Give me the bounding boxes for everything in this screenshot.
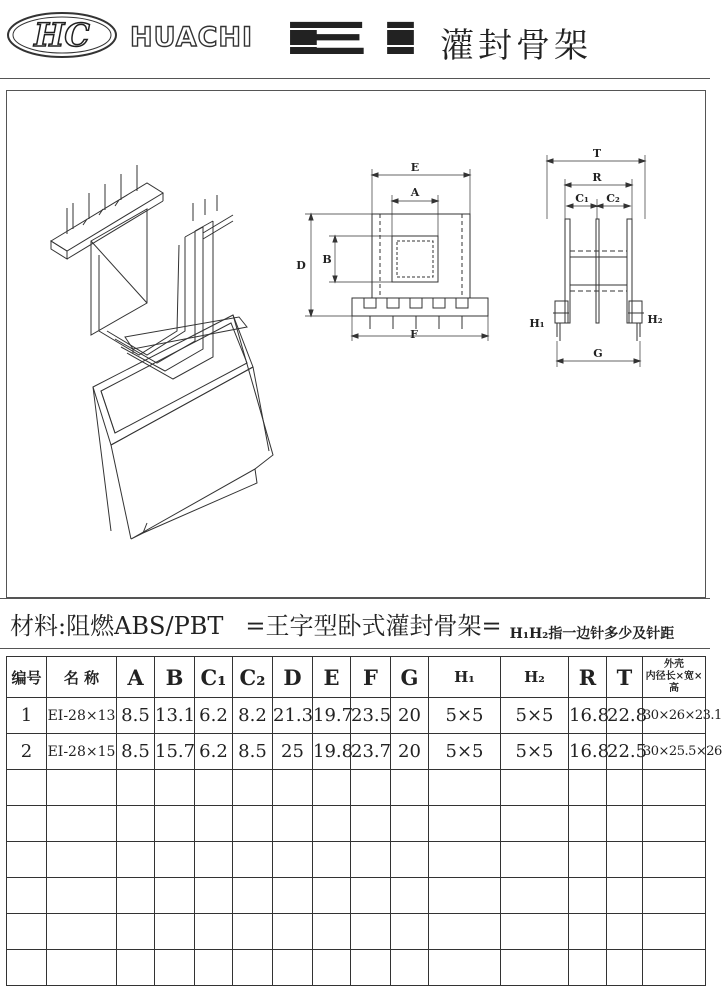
- table-cell: [155, 950, 195, 986]
- table-cell: [391, 950, 429, 986]
- table-cell: [47, 950, 117, 986]
- col-header-a: A: [117, 657, 155, 698]
- table-cell: [391, 878, 429, 914]
- table-cell: [7, 950, 47, 986]
- logo-text: HC: [34, 16, 90, 54]
- side-view: [547, 155, 645, 367]
- series-code: [273, 14, 431, 65]
- dim-label-b: B: [322, 253, 332, 266]
- table-cell: [643, 770, 706, 806]
- table-cell: [233, 770, 273, 806]
- cell-h2: 5×5: [501, 734, 569, 770]
- cell-shell: 30×26×23.1: [643, 698, 706, 734]
- table-cell: [607, 770, 643, 806]
- table-cell: [501, 842, 569, 878]
- dim-label-a: A: [410, 186, 420, 199]
- table-cell: [195, 914, 233, 950]
- header: [0, 0, 710, 80]
- cell-g: 20: [391, 734, 429, 770]
- table-cell: [501, 950, 569, 986]
- table-cell: [273, 878, 313, 914]
- dim-label-c2: C₂: [606, 192, 620, 205]
- table-cell: [195, 950, 233, 986]
- table-cell: [351, 914, 391, 950]
- table-cell: [351, 770, 391, 806]
- cell-e: 19.7: [313, 698, 351, 734]
- cell-a: 8.5: [117, 698, 155, 734]
- cell-t: 22.8: [607, 698, 643, 734]
- table-cell: [195, 806, 233, 842]
- table-cell: [273, 914, 313, 950]
- table-cell: [501, 914, 569, 950]
- cell-no: 1: [7, 698, 47, 734]
- table-cell: [7, 842, 47, 878]
- dim-label-c1: C₁: [575, 192, 589, 205]
- col-header-t: T: [607, 657, 643, 698]
- table-cell: [233, 878, 273, 914]
- col-header-name: 名 称: [47, 657, 117, 698]
- table-cell: [643, 878, 706, 914]
- cell-name: EI-28×13: [47, 698, 117, 734]
- table-cell: [47, 770, 117, 806]
- table-top-divider: [0, 648, 710, 649]
- table-cell: [313, 878, 351, 914]
- table-cell: [155, 914, 195, 950]
- table-cell: [273, 842, 313, 878]
- table-cell: [155, 770, 195, 806]
- table-cell: [273, 950, 313, 986]
- material-text: 材料:阻燃ABS/PBT: [10, 612, 224, 640]
- table-cell: [195, 770, 233, 806]
- empty-row: [7, 842, 706, 878]
- empty-row: [7, 950, 706, 986]
- table-cell: [351, 806, 391, 842]
- table-cell: [569, 950, 607, 986]
- front-view: [305, 169, 488, 341]
- table-cell: [7, 914, 47, 950]
- cell-e: 19.8: [313, 734, 351, 770]
- table-cell: [117, 806, 155, 842]
- cell-c2: 8.2: [233, 698, 273, 734]
- series-title: 灌封骨架: [440, 26, 592, 66]
- huachi-logo: [6, 10, 118, 60]
- col-header-d: D: [273, 657, 313, 698]
- cell-r: 16.8: [569, 698, 607, 734]
- empty-row: [7, 770, 706, 806]
- table-cell: [7, 806, 47, 842]
- dim-label-e: E: [410, 161, 420, 174]
- table-cell: [273, 770, 313, 806]
- table-cell: [195, 878, 233, 914]
- table-cell: [313, 914, 351, 950]
- table-cell: [643, 950, 706, 986]
- table-cell: [643, 914, 706, 950]
- pin-note: H₁H₂指一边针多少及针距: [509, 626, 675, 642]
- cell-c2: 8.5: [233, 734, 273, 770]
- table-cell: [351, 878, 391, 914]
- cell-shell: 30×25.5×26: [643, 734, 706, 770]
- table-cell: [429, 806, 501, 842]
- table-cell: [155, 842, 195, 878]
- col-header-c1: C₁: [195, 657, 233, 698]
- cell-f: 23.7: [351, 734, 391, 770]
- drawing-frame: [6, 90, 706, 598]
- table-cell: [273, 806, 313, 842]
- table-cell: [117, 950, 155, 986]
- table-row: [7, 734, 706, 770]
- empty-row: [7, 806, 706, 842]
- table-cell: [313, 770, 351, 806]
- cell-h1: 5×5: [429, 698, 501, 734]
- table-cell: [155, 878, 195, 914]
- table-cell: [313, 842, 351, 878]
- table-cell: [391, 914, 429, 950]
- table-cell: [429, 842, 501, 878]
- table-cell: [569, 806, 607, 842]
- cell-h2: 5×5: [501, 698, 569, 734]
- dim-label-g: G: [593, 347, 603, 360]
- col-header-h1: H₁: [429, 657, 501, 698]
- col-header-no: 编号: [7, 657, 47, 698]
- table-cell: [117, 842, 155, 878]
- table-cell: [155, 806, 195, 842]
- cell-r: 16.8: [569, 734, 607, 770]
- table-cell: [501, 878, 569, 914]
- table-row: [7, 698, 706, 734]
- table-cell: [47, 914, 117, 950]
- cell-no: 2: [7, 734, 47, 770]
- col-header-h2: H₂: [501, 657, 569, 698]
- table-cell: [429, 878, 501, 914]
- table-cell: [607, 878, 643, 914]
- cell-h1: 5×5: [429, 734, 501, 770]
- isometric-view: [51, 165, 273, 539]
- table-cell: [607, 806, 643, 842]
- table-cell: [429, 770, 501, 806]
- col-header-shell: 外壳 内径长×宽×高: [643, 657, 706, 698]
- table-cell: [569, 914, 607, 950]
- dim-label-f: F: [410, 328, 418, 341]
- cell-b: 15.7: [155, 734, 195, 770]
- dimension-labels: [296, 147, 663, 360]
- table-cell: [501, 806, 569, 842]
- dim-label-d: D: [296, 259, 306, 272]
- table-cell: [313, 950, 351, 986]
- spec-table: [6, 656, 722, 986]
- technical-drawing: [7, 91, 705, 597]
- table-cell: [47, 842, 117, 878]
- header-divider: [0, 78, 710, 79]
- table-cell: [117, 878, 155, 914]
- cell-g: 20: [391, 698, 429, 734]
- table-cell: [569, 878, 607, 914]
- table-cell: [391, 770, 429, 806]
- table-cell: [7, 770, 47, 806]
- col-header-e: E: [313, 657, 351, 698]
- table-cell: [643, 842, 706, 878]
- cell-c1: 6.2: [195, 698, 233, 734]
- material-line: [10, 606, 674, 643]
- table-cell: [607, 950, 643, 986]
- table-cell: [351, 950, 391, 986]
- cell-d: 25: [273, 734, 313, 770]
- table-cell: [643, 806, 706, 842]
- dim-label-t: T: [592, 147, 602, 160]
- table-cell: [569, 770, 607, 806]
- table-cell: [47, 806, 117, 842]
- bobbin-type: =王字型卧式灌封骨架=: [245, 612, 502, 640]
- cell-b: 13.1: [155, 698, 195, 734]
- table-header-row: [7, 657, 706, 698]
- table-cell: [233, 806, 273, 842]
- table-cell: [7, 878, 47, 914]
- empty-row: [7, 878, 706, 914]
- empty-row: [7, 914, 706, 950]
- col-header-g: G: [391, 657, 429, 698]
- table-cell: [429, 950, 501, 986]
- table-cell: [117, 770, 155, 806]
- dim-label-h1: H₁: [529, 317, 545, 330]
- col-header-f: F: [351, 657, 391, 698]
- table-cell: [233, 842, 273, 878]
- cell-d: 21.3: [273, 698, 313, 734]
- table-cell: [351, 842, 391, 878]
- table-cell: [607, 914, 643, 950]
- col-header-b: B: [155, 657, 195, 698]
- table-cell: [117, 914, 155, 950]
- table-cell: [501, 770, 569, 806]
- table-cell: [391, 806, 429, 842]
- cell-c1: 6.2: [195, 734, 233, 770]
- cell-name: EI-28×15: [47, 734, 117, 770]
- table-cell: [313, 806, 351, 842]
- table-cell: [47, 878, 117, 914]
- table-cell: [233, 950, 273, 986]
- dim-label-r: R: [592, 171, 602, 184]
- table-cell: [569, 842, 607, 878]
- table-cell: [429, 914, 501, 950]
- cell-a: 8.5: [117, 734, 155, 770]
- table-cell: [391, 842, 429, 878]
- brand-name: HUACHI: [130, 22, 254, 53]
- table-cell: [233, 914, 273, 950]
- cell-f: 23.5: [351, 698, 391, 734]
- frame-bottom-divider: [0, 598, 710, 599]
- col-header-r: R: [569, 657, 607, 698]
- table-cell: [607, 842, 643, 878]
- svg-text:EI: EI: [277, 14, 427, 65]
- col-header-c2: C₂: [233, 657, 273, 698]
- table-cell: [195, 842, 233, 878]
- dim-label-h2: H₂: [647, 313, 663, 326]
- cell-t: 22.5: [607, 734, 643, 770]
